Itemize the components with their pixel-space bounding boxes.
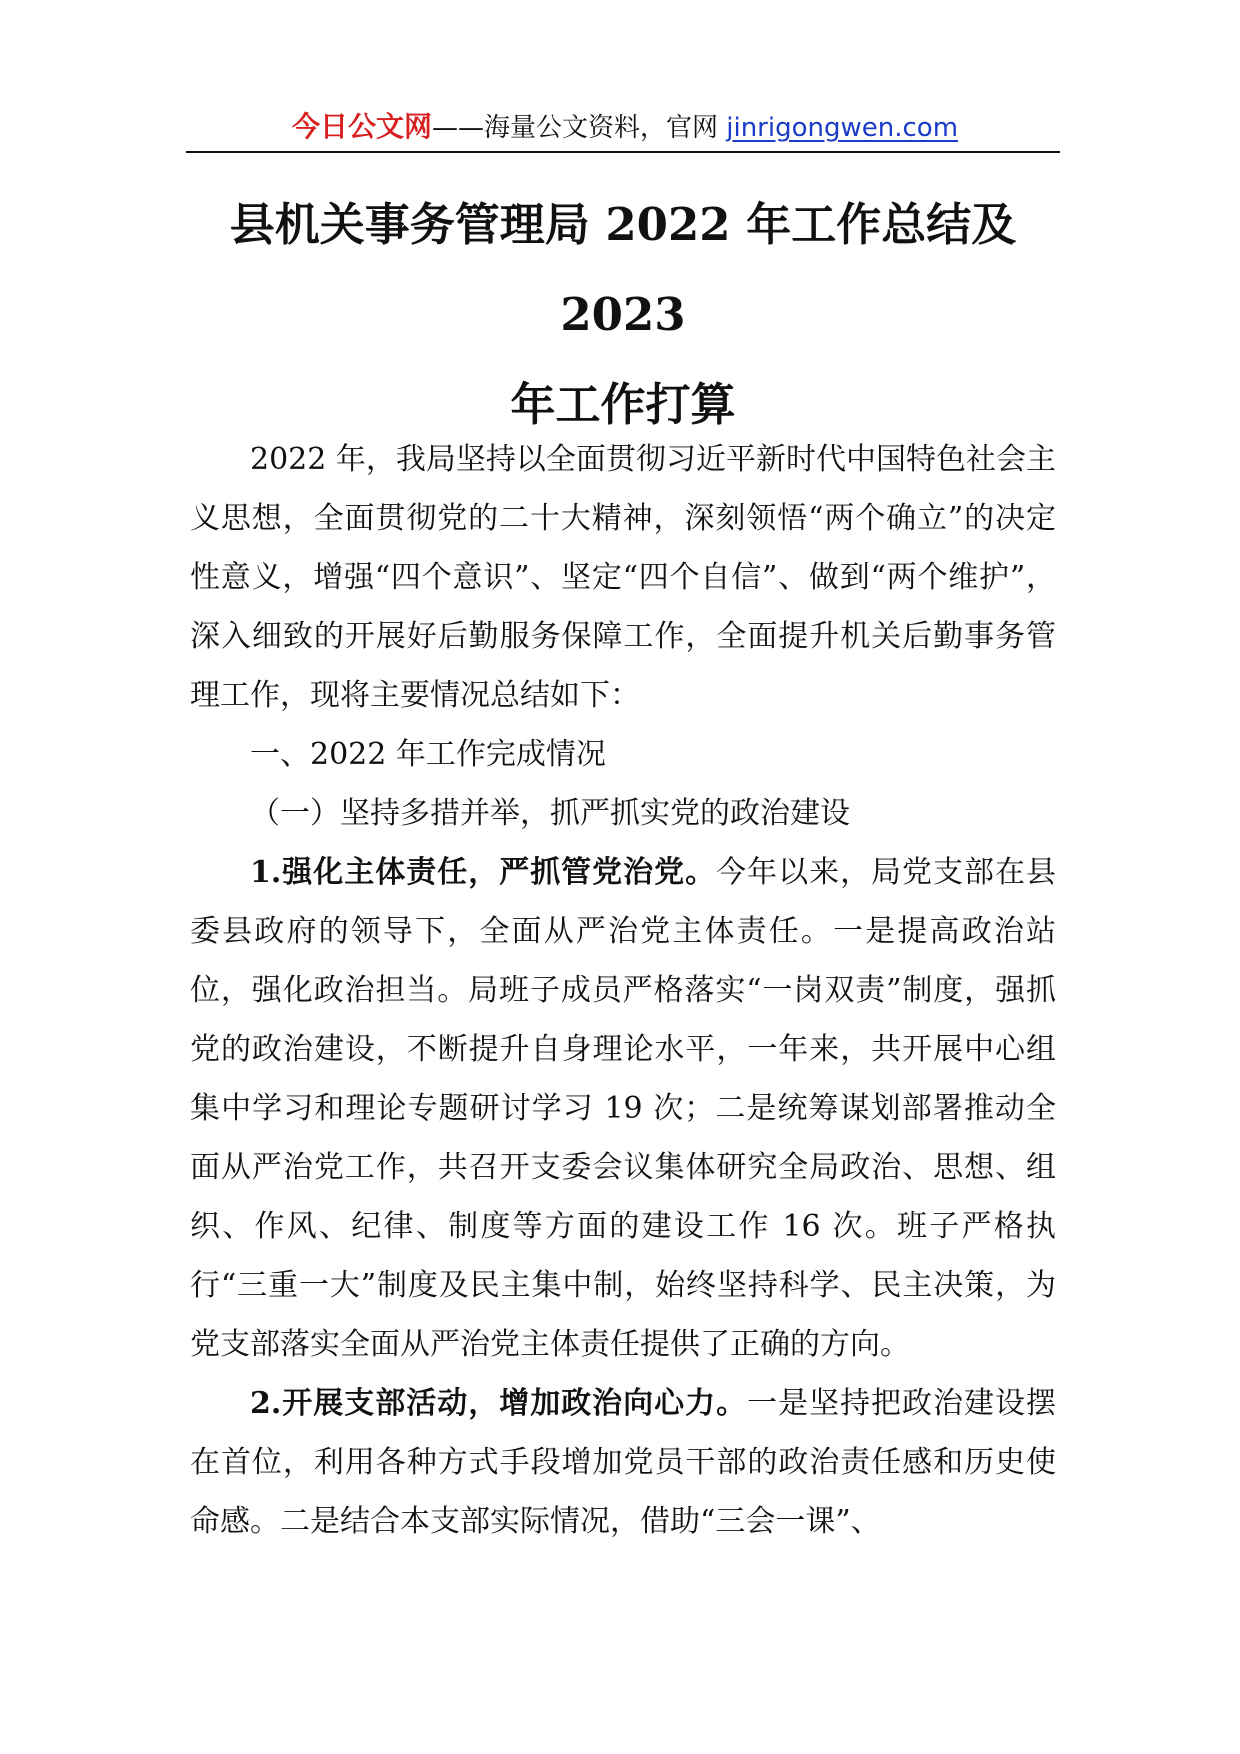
header-divider (186, 151, 1060, 153)
item-2-lead: 2.开展支部活动，增加政治向心力。 (250, 1386, 748, 1421)
item-paragraph-1 (190, 843, 1056, 1374)
item-1-lead: 1.强化主体责任，严抓管党治党。 (250, 855, 717, 890)
document-title (186, 180, 1060, 450)
site-url-link[interactable]: jinrigongwen.com (726, 113, 959, 143)
subsection-heading: （一）坚持多措并举，抓严抓实党的政治建设 (250, 796, 850, 831)
item-1-text: 今年以来，局党支部在县委县政府的领导下，全面从严治党主体责任。一是提高政治站位，强化政治担当。局班子成员严格落实“一岗双责”制度，强抓党的政治建设，不断提升自身理论水平，一年来，共开展中心组集中学习和理论专题研讨学习 19 次；二是统筹谋划部署推动全面从严治党工作，共召开支委会议集体研究全局政治、思想、组织、作风、纪律、制度等方面的建设工作 16 次。班子严格执行“三重一大”制度及民主集中制，始终坚持科学、民主决策，为党支部落实全面从严治党主体责任提供了正确的方向。 (190, 855, 1056, 1362)
section-heading: 一、2022 年工作完成情况 (250, 737, 606, 772)
title-line-2: 年工作打算 (510, 378, 736, 431)
item-paragraph-2 (190, 1374, 1056, 1551)
site-tagline: ——海量公文资料，官网 (431, 113, 727, 143)
site-brand[interactable]: 今日公文网 (291, 110, 432, 143)
title-line-1: 县机关事务管理局 2022 年工作总结及 2023 (229, 198, 1017, 341)
item-2-text: 一是坚持把政治建设摆在首位，利用各种方式手段增加党员干部的政治责任感和历史使命感。二是结合本支部实际情况，借助“三会一课”、 (190, 1386, 1056, 1539)
document-body (190, 430, 1056, 1551)
site-header (190, 102, 1060, 152)
intro-paragraph: 2022 年，我局坚持以全面贯彻习近平新时代中国特色社会主义思想，全面贯彻党的二十大精神，深刻领悟“两个确立”的决定性意义，增强“四个意识”、坚定“四个自信”、做到“两个维护”，深入细致的开展好后勤服务保障工作，全面提升机关后勤事务管理工作，现将主要情况总结如下： (190, 442, 1056, 713)
